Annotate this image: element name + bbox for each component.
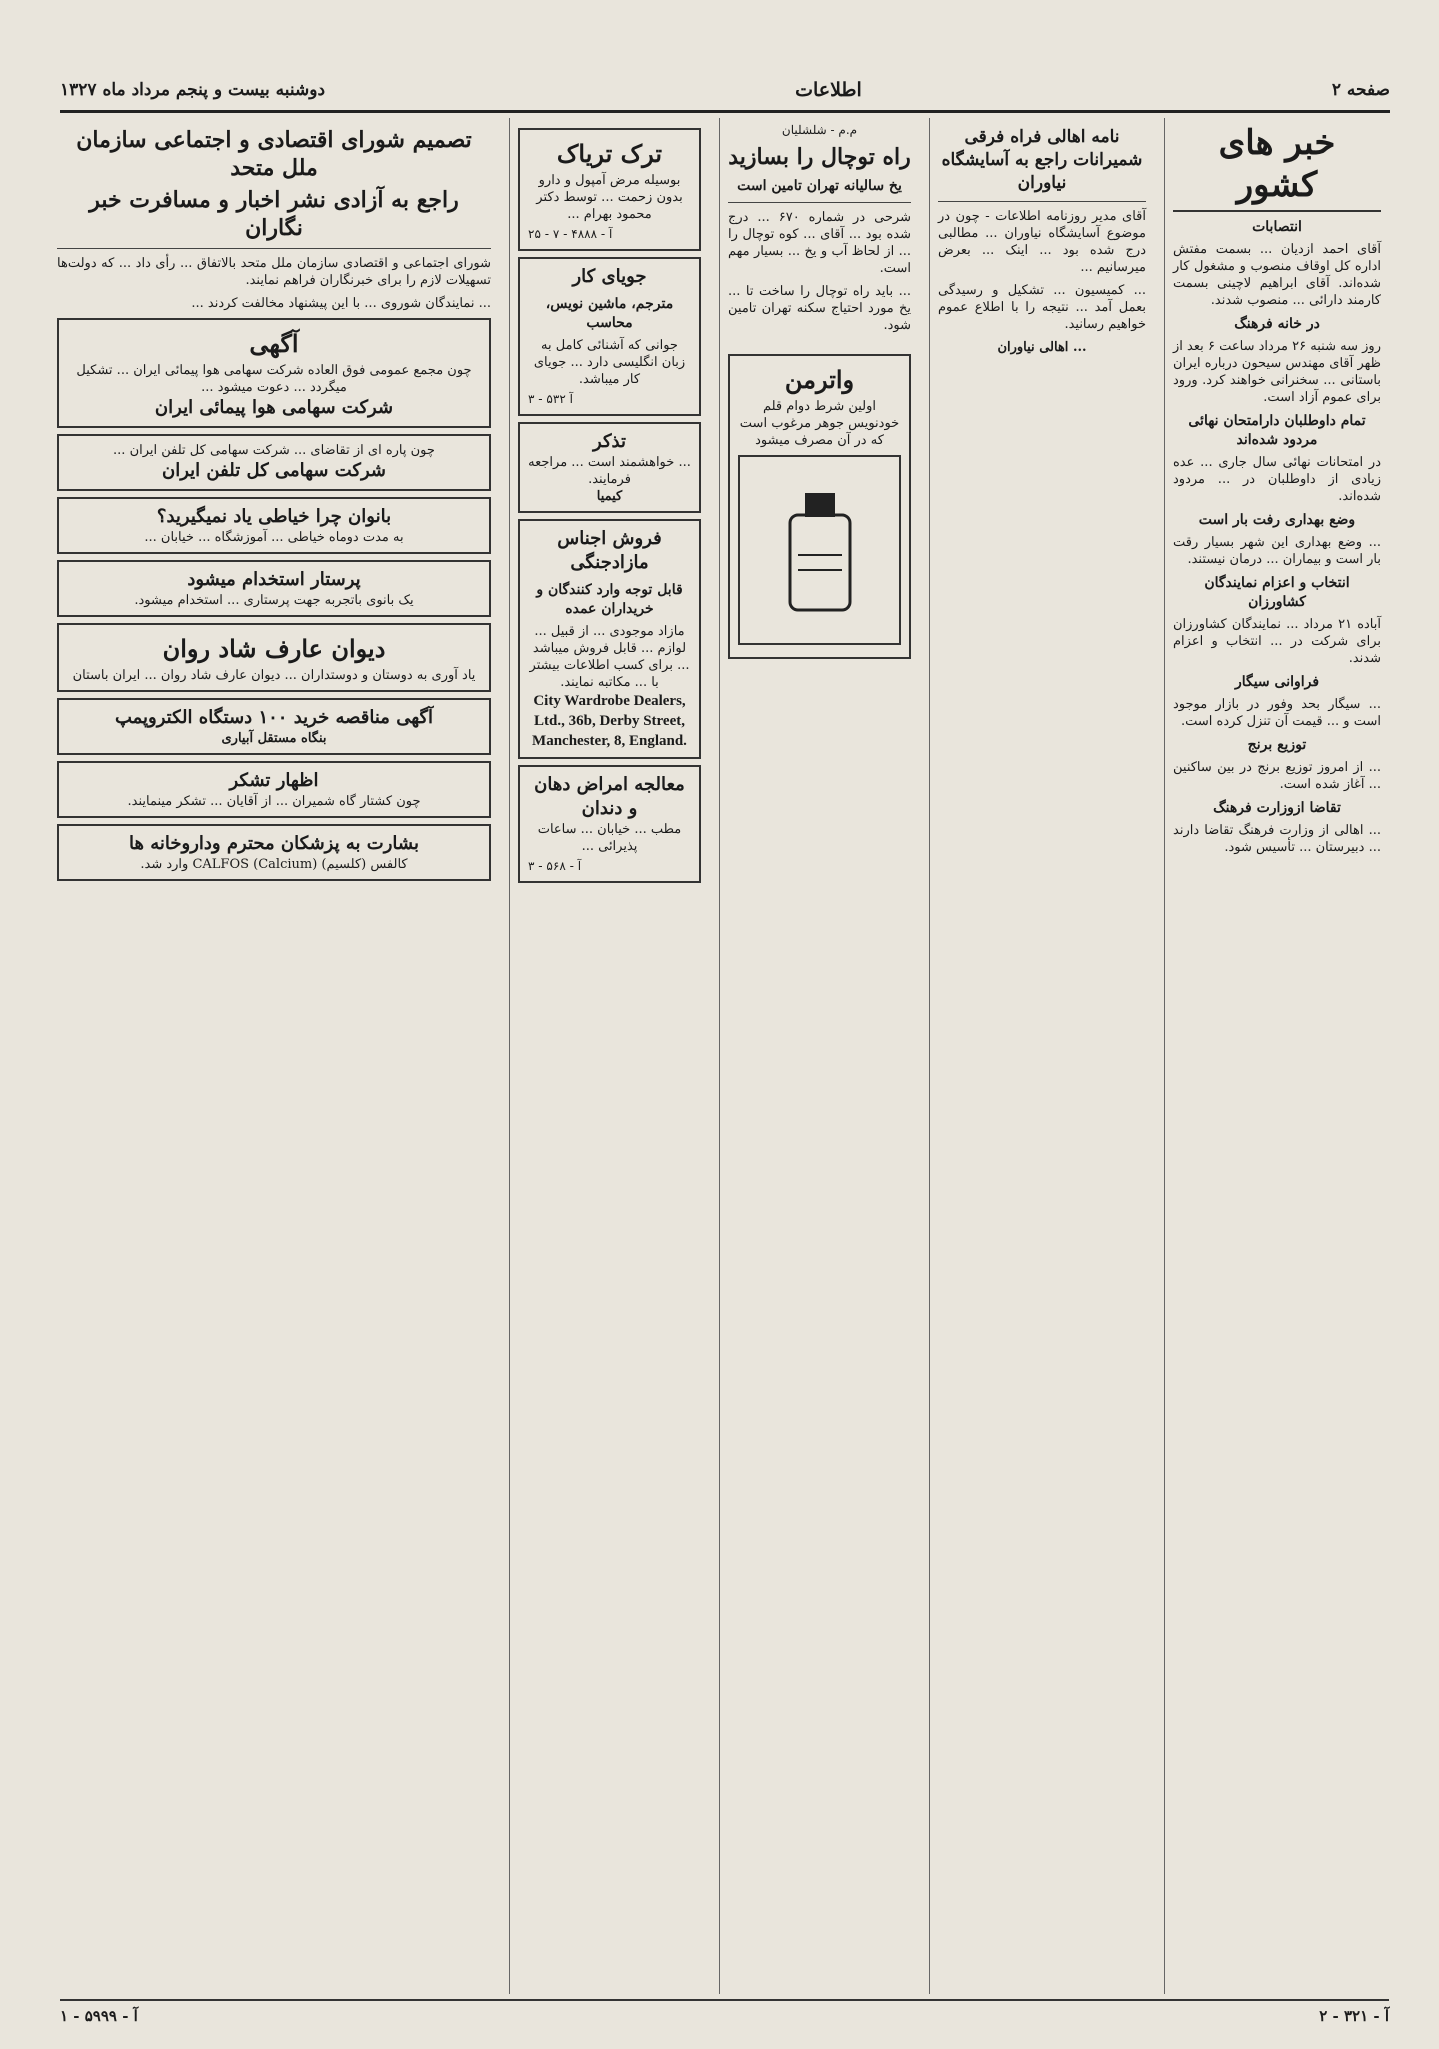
pharma-ad [57,824,491,881]
ad-text: چون مجمع عمومی فوق العاده شرکت سهامی هوا پیمائی ایران ... تشکیل میگردد ... دعوت میشود ... [76,363,472,395]
ad-code: آ ۵۳۲ - ۳ [528,392,573,406]
ad-text: بوسیله مرض آمپول و دارو بدون زحمت ... توسط دکتر محمود بهرام ... [536,173,683,222]
opium-ad [518,128,701,251]
section-heading: توزیع برنج [1247,737,1307,753]
article-headline: راه توچال را بسازید [728,144,911,170]
article-headline: نامه اهالی فراه فرقی شمیرانات راجع به آسایشگاه نیاوران [941,127,1143,193]
article-subheadline: یخ ساليانه تهران تامين است [737,178,902,194]
column-tochal-road [719,118,919,1994]
ad-title: معالجه امراض دهان و دندان [534,774,685,819]
ad-text: به مدت دوماه خیاطی ... آموزشگاه ... خیابان ... [144,530,404,545]
ad-signature: بنگاه مستقل آبیاری [221,731,327,746]
article-text: ... سیگار بحد وفور در بازار موجود است و ... قیمت آن تنزل کرده است. [1173,697,1381,729]
article-text: ... اهالی از وزارت فرهنگ تقاضا دارند ... دبیرستان ... تأسیس شود. [1173,823,1381,855]
notice-ad [518,422,701,513]
article-text: ... وضع بهداری این شهر بسیار رقت بار است و بیماران ... درمان نیستند. [1173,535,1381,567]
article-signature: ... اهالی نیاوران [997,340,1087,355]
ad-text: مازاد موجودی ... از قبیل ... لوازم ... قابل فروش میباشد ... برای کسب اطلاعات بیشتر با ... مکاتبه نمایند. [529,624,690,690]
page-footer [60,1999,1389,2031]
ad-title: اظهار تشکر [229,770,319,791]
article-text: در امتحانات نهائی سال جاری ... عده زیادی از داوطلبان در ... مردود شده‌اند. [1173,455,1381,504]
waterman-ad [728,354,911,659]
article-text: آقای احمد ازدیان ... بسمت مفتش اداره کل اوقاف منصوب و مشغول کار شده‌اند. آقای ابراهیم لاچینی بسمت کارمند دارائی ... منصوب شدند. [1173,242,1381,308]
ad-subtitle: مترجم، ماشین نویس، محاسب [545,296,674,331]
ad-title: ترک تریاک [556,139,663,168]
ad-title: دیوان عارف شاد روان [162,634,386,663]
column-classifieds-middle [509,118,709,1994]
article-text: ... نمایندگان شوروی ... با این پیشنهاد مخالفت کردند ... [191,296,491,311]
ad-text: ... خواهشمند است ... مراجعه فرمایند. [528,455,691,487]
column-title: خبر های کشور [1173,122,1381,212]
airline-notice-ad [57,318,491,428]
nurse-hiring-ad [57,560,491,617]
article-text: ... باید راه توچال را ساخت تا ... یخ مورد احتیاج سکنه تهران تامین شود. [728,284,911,333]
ad-subtitle: قابل توجه وارد کنندگان و خریداران عمده [536,582,683,617]
sewing-class-ad [57,497,491,554]
ad-title: آگهی مناقصه خرید ۱۰۰ دستگاه الکتروپمپ [114,707,434,728]
article-text: ... از امروز توزیع برنج در بین ساکنین ... آغاز شده است. [1173,760,1381,792]
section-heading: فراوانی سیگار [1234,674,1320,690]
footer-code-right: آ - ۳۲۱ - ۲ [1319,2007,1389,2025]
article-kicker: م.م - شلشلیان [781,123,858,137]
section-heading: انتخاب و اعزام نمایندگان کشاورزان [1204,575,1350,610]
ad-code: آ - ۵۶۸ - ۳ [528,859,582,873]
ad-signature: شرکت سهامی کل تلفن ایران [162,460,386,481]
surplus-sale-ad [518,519,701,759]
article-text: روز سه شنبه ۲۶ مرداد ساعت ۶ بعد از ظهر آقای مهندس سیحون درباره ایران باستانی ... سخنرانی خواهند کرد. ورود برای عموم آزاد است. [1173,339,1381,405]
ink-bottle-icon [760,475,880,625]
ad-title: پرستار استخدام میشود [187,569,361,590]
ad-text: یک بانوی باتجربه جهت پرستاری ... استخدام میشود. [134,593,414,608]
masthead [60,70,1390,113]
article-text: ... کمیسیون ... تشکیل و رسیدگی بعمل آمد ... نتیجه را با اطلاع عموم خواهیم رسانید. [938,283,1146,332]
footer-code-left: آ - ۵۹۹۹ - ۱ [60,2007,138,2025]
article-text: آقای مدیر روزنامه اطلاعات - چون در موضوع آسایشگاه نیاوران ... مطالبی درج شده بود ... اینک ... بعرض میرسانیم ... [938,209,1146,275]
divider [57,248,491,249]
section-heading: در خانه فرهنگ [1234,316,1320,332]
column-national-news [1164,118,1389,1994]
divider [728,202,911,203]
ink-bottle-illustration [738,455,901,645]
ad-title: جویای کار [572,266,647,287]
column-niavaran-letter [929,118,1154,1994]
ad-title: تذکر [593,431,626,452]
article-text: شورای اجتماعی و اقتصادی سازمان ملل متحد بالاتفاق ... رأی داد ... که دولت‌ها تسهیلات لازم را برای خبرنگاران فراهم نمایند. [57,256,491,288]
article-headline-2: راجع به آزادی نشر اخبار و مسافرت خبر نگاران [89,187,459,241]
thanks-ad [57,761,491,818]
dental-ad [518,765,701,883]
ad-text: چون پاره ای از تقاضای ... شرکت سهامی کل تلفن ایران ... [113,443,435,458]
ad-text: کالفس (کلسیم) CALFOS (Calcium) وارد شد. [140,857,408,872]
ad-address: City Wardrobe Dealers, Ltd., 36b, Derby Street, Manchester, 8, England. [532,693,687,749]
section-heading: تمام داوطلبان دارامتحان نهائی مردود شده‌اند [1188,413,1366,448]
ad-text: یاد آوری به دوستان و دوستداران ... دیوان عارف شاد روان ... ایران باستان [72,668,476,683]
ad-title: بانوان چرا خیاطی یاد نمیگیرید؟ [156,506,392,527]
article-text: شرحی در شماره ۶۷۰ ... درج شده بود ... آقای ... کوه توچال را ... از لحاظ آب و یخ ... بسیار مهم است. [728,210,911,276]
paper-name: اطلاعات [795,79,862,101]
ad-title: آگهی [249,329,299,358]
ad-text: اولین شرط دوام قلم خودنویس جوهر مرغوب است که در آن مصرف میشود [739,399,900,448]
ad-code: آ - ۴۸۸۸ - ۷ - ۲۵ [528,227,613,241]
section-heading: تقاضا ازوزارت فرهنگ [1213,800,1341,816]
section-heading: وضع بهداری رفت بار است [1198,512,1356,528]
ad-title: فروش اجناس مازادجنگی [557,528,662,573]
book-ad [57,623,491,692]
tender-ad [57,698,491,755]
telephone-notice-ad [57,434,491,491]
ad-text: چون کشتار گاه شمیران ... از آقایان ... تشکر مینمایند. [127,794,421,809]
section-heading: انتصابات [1252,219,1302,235]
issue-date: دوشنبه بیست و پنجم مرداد ماه ۱۳۲۷ [60,80,326,100]
divider [938,201,1146,202]
page-label: صفحه ۲ [1331,80,1390,100]
ad-text: مطب ... خیابان ... ساعات پذیرائی ... [537,822,682,854]
ad-signature: شرکت سهامی هوا پیمائی ایران [154,397,394,418]
article-headline: تصمیم شورای اقتصادی و اجتماعی سازمان ملل متحد [76,127,472,181]
ad-text: جوانی که آشنائی کامل به زبان انگلیسی دارد ... جویای کار میباشد. [533,338,686,387]
ad-title: واترمن [784,365,855,394]
ad-title: بشارت به پزشکان محترم وداروخانه ها [129,833,419,854]
column-un-and-ads [49,118,499,1994]
ad-signature: کیمیا [596,489,623,504]
article-text: آباده ۲۱ مرداد ... نمایندگان کشاورزان برای شرکت در ... انتخاب و اعزام شدند. [1173,617,1381,666]
job-seeker-ad [518,257,701,416]
